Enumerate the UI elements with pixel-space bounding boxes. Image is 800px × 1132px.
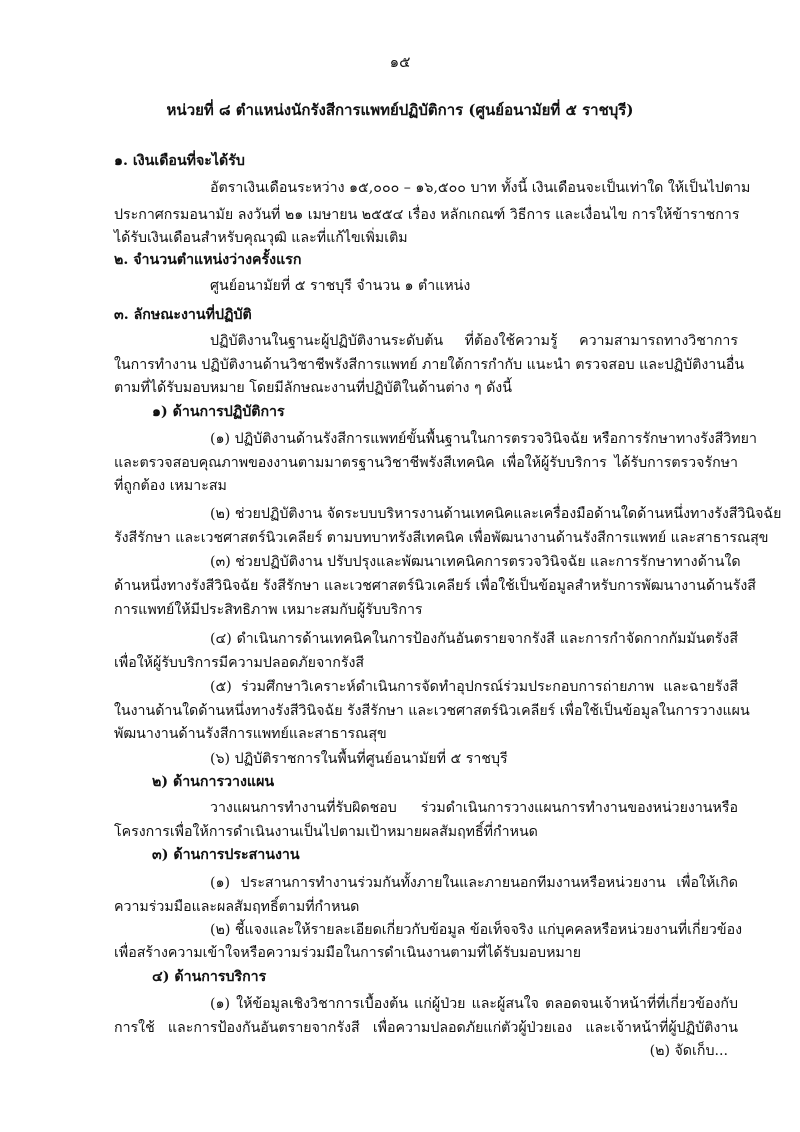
subsection-heading-planning: ๒) ด้านการวางแผน — [152, 774, 275, 790]
paragraph-line: ในการทำงาน ปฏิบัติงานด้านวิชาชีพรังสีการแพทย์ ภายใต้การกำกับ แนะนำ ตรวจสอบ และปฏิบัติงานอื่น — [114, 357, 745, 373]
list-item-line: (๓) ช่วยปฏิบัติงาน ปรับปรุงและพัฒนาเทคนิคการตรวจวินิจฉัย และการรักษาทางด้านใด — [210, 554, 741, 570]
list-item-line: ด้านหนึ่งทางรังสีวินิจฉัย รังสีรักษา และเวชศาสตร์นิวเคลียร์ เพื่อใช้เป็นข้อมูลสำหรับการพัฒนางานด้านรังสี — [114, 578, 756, 594]
list-item-line: ความร่วมมือและผลสัมฤทธิ์ตามที่กำหนด — [114, 899, 360, 915]
subsection-heading-operations: ๑) ด้านการปฏิบัติการ — [152, 404, 285, 420]
list-item-line: การใช้ และการป้องกันอันตรายจากรังสี เพื่อความปลอดภัยแก่ตัวผู้ป่วยเอง และเจ้าหน้าที่ผู้ปฏิบัติงาน — [114, 1020, 738, 1036]
list-item-line: และตรวจสอบคุณภาพของงานตามมาตรฐานวิชาชีพรังสีเทคนิค เพื่อให้ผู้รับบริการ ได้รับการตรวจรักษา — [114, 455, 738, 471]
list-item-line: (๖) ปฏิบัติราชการในพื้นที่ศูนย์อนามัยที่ ๕ ราชบุรี — [210, 751, 508, 767]
page-number: ๑๕ — [389, 53, 411, 71]
paragraph-line: ปฏิบัติงานในฐานะผู้ปฏิบัติงานระดับต้น ที่ต้องใช้ความรู้ ความสามารถทางวิชาการ — [210, 333, 738, 349]
page-title: หน่วยที่ ๘ ตำแหน่งนักรังสีการแพทย์ปฏิบัติการ (ศูนย์อนามัยที่ ๕ ราชบุรี) — [166, 101, 634, 119]
list-item-line: (๑) ประสานการทำงานร่วมกันทั้งภายในและภายนอกทีมงานหรือหน่วยงาน เพื่อให้เกิด — [210, 875, 738, 891]
list-item-line: (๒) ชี้แจงและให้รายละเอียดเกี่ยวกับข้อมูล ข้อเท็จจริง แก่บุคคลหรือหน่วยงานที่เกี่ยวข้อง — [210, 922, 743, 938]
continuation-marker: (๒) จัดเก็บ... — [649, 1043, 728, 1059]
section-heading-duties: ๓. ลักษณะงานที่ปฏิบัติ — [114, 307, 252, 323]
paragraph-line: ศูนย์อนามัยที่ ๕ ราชบุรี จำนวน ๑ ตำแหน่ง — [210, 278, 471, 294]
section-heading-vacancies: ๒. จำนวนตำแหน่งว่างครั้งแรก — [114, 252, 302, 268]
section-heading-salary: ๑. เงินเดือนที่จะได้รับ — [114, 153, 245, 169]
paragraph-line: ได้รับเงินเดือนสำหรับคุณวุฒิ และที่แก้ไขเพิ่มเติม — [114, 230, 408, 246]
list-item-line: เพื่อสร้างความเข้าใจหรือความร่วมมือในการดำเนินงานตามที่ได้รับมอบหมาย — [114, 945, 582, 961]
list-item-line: ที่ถูกต้อง เหมาะสม — [114, 478, 227, 494]
list-item-line: (๑) ปฏิบัติงานด้านรังสีการแพทย์ขั้นพื้นฐานในการตรวจวินิจฉัย หรือการรักษาทางรังสีวิทยา — [210, 431, 757, 447]
paragraph-line: โครงการเพื่อให้การดำเนินงานเป็นไปตามเป้าหมายผลสัมฤทธิ์ที่กำหนด — [114, 824, 538, 840]
list-item-line: การแพทย์ให้มีประสิทธิภาพ เหมาะสมกับผู้รับบริการ — [114, 602, 423, 618]
subsection-heading-coordination: ๓) ด้านการประสานงาน — [152, 847, 300, 863]
paragraph-line: ตามที่ได้รับมอบหมาย โดยมีลักษณะงานที่ปฏิบัติในด้านต่าง ๆ ดังนี้ — [114, 380, 512, 396]
list-item-line: (๑) ให้ข้อมูลเชิงวิชาการเบื้องต้น แก่ผู้ป่วย และผู้สนใจ ตลอดจนเจ้าหน้าที่ที่เกี่ยวข้องกับ — [210, 996, 738, 1012]
list-item-line: (๔) ดำเนินการด้านเทคนิคในการป้องกันอันตรายจากรังสี และการกำจัดกากกัมมันตรังสี — [210, 631, 738, 647]
paragraph-line: วางแผนการทำงานที่รับผิดชอบ ร่วมดำเนินการวางแผนการทำงานของหน่วยงานหรือ — [210, 800, 738, 816]
list-item-line: พัฒนางานด้านรังสีการแพทย์และสาธารณสุข — [114, 726, 387, 742]
paragraph-line: อัตราเงินเดือนระหว่าง ๑๕,๐๐๐ – ๑๖,๕๐๐ บาท ทั้งนี้ เงินเดือนจะเป็นเท่าใด ให้เป็นไปตาม — [210, 180, 751, 196]
list-item-line: (๕) ร่วมศึกษาวิเคราะห์ดำเนินการจัดทำอุปกรณ์ร่วมประกอบการถ่ายภาพ และฉายรังสี — [210, 679, 738, 695]
subsection-heading-service: ๔) ด้านการบริการ — [152, 969, 267, 985]
list-item-line: รังสีรักษา และเวชศาสตร์นิวเคลียร์ ตามบทบาทรังสีเทคนิค เพื่อพัฒนางานด้านรังสีการแพทย์ และสาธารณสุข — [114, 530, 769, 546]
list-item-line: เพื่อให้ผู้รับบริการมีความปลอดภัยจากรังสี — [114, 655, 365, 671]
list-item-line: (๒) ช่วยปฏิบัติงาน จัดระบบบริหารงานด้านเทคนิคและเครื่องมือด้านใดด้านหนึ่งทางรังสีวินิจฉัย — [210, 506, 782, 522]
list-item-line: ในงานด้านใดด้านหนึ่งทางรังสีวินิจฉัย รังสีรักษา และเวชศาสตร์นิวเคลียร์ เพื่อใช้เป็นข้อมูลในการวางแผน — [114, 703, 750, 719]
paragraph-line: ประกาศกรมอนามัย ลงวันที่ ๒๑ เมษายน ๒๕๕๔ เรื่อง หลักเกณฑ์ วิธีการ และเงื่อนไข การให้ข้าราชการ — [114, 207, 740, 223]
